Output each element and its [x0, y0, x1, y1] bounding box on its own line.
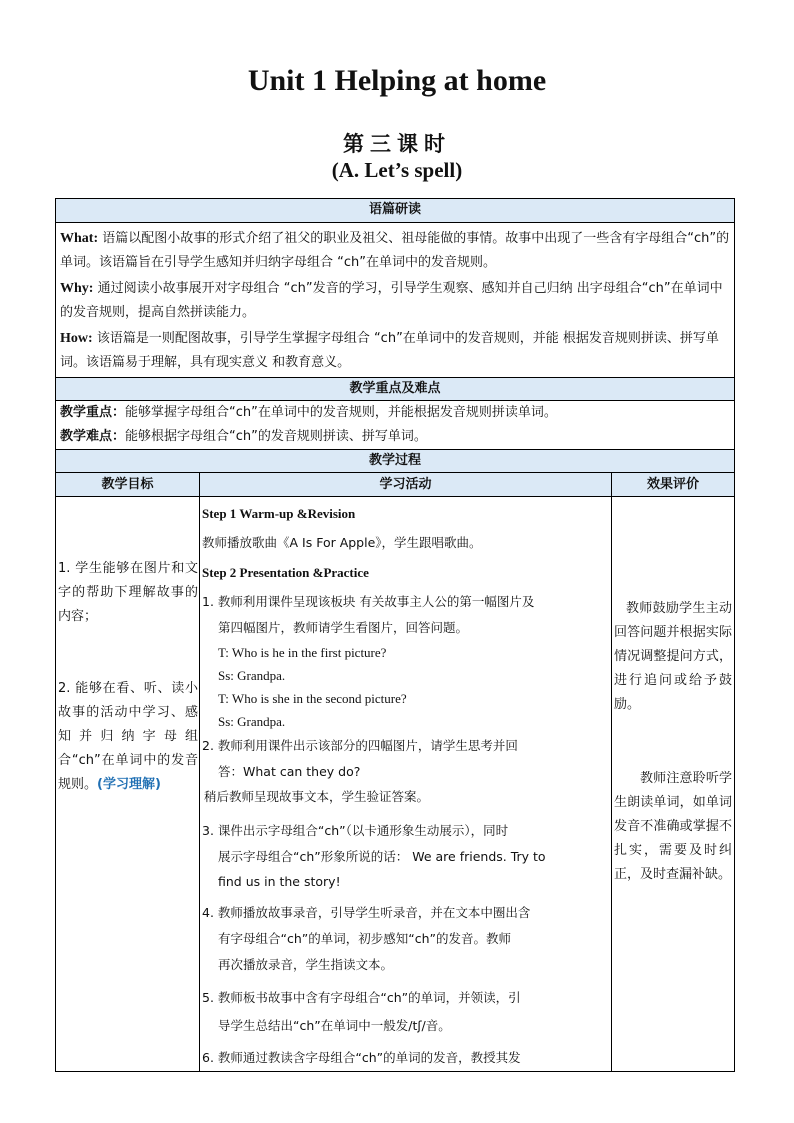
focus-text: 能够掌握字母组合“ch”在单词中的发音规则，并能根据发音规则拼读单词。: [125, 405, 557, 420]
step-1-title: Step 1 Warm-up &Revision: [202, 506, 356, 521]
focus-line: [60, 401, 730, 425]
goal-1: 1. 学生能够在图片和文字的帮助下理解故事的内容；: [58, 561, 198, 624]
why-label: Why:: [60, 281, 94, 296]
goal-2-tag: (学习理解): [97, 777, 161, 792]
dialogue-line: T: Who is she in the second picture?: [218, 691, 407, 706]
dialogue-line: T: Who is he in the first picture?: [218, 645, 387, 660]
text-study-header: 语篇研读: [56, 199, 734, 223]
activities-column-header: 学习活动: [200, 473, 611, 497]
goals-column-header: 教学目标: [56, 473, 199, 497]
process-header: 教学过程: [56, 449, 734, 473]
how-paragraph: [60, 327, 730, 375]
dialogue-line: Ss: Grandpa.: [218, 714, 286, 729]
activity-2-line: 答：What can they do?: [218, 764, 361, 779]
step-1-text: 教师播放歌曲《A Is For Apple》，学生跟唱歌曲。: [202, 535, 482, 550]
column-divider: [199, 473, 200, 1071]
dialogue-line: Ss: Grandpa.: [218, 668, 286, 683]
activity-1-line: 第四幅图片，教师请学生看图片，回答问题。: [218, 620, 469, 635]
goal-2: [58, 677, 198, 797]
how-label: How:: [60, 331, 93, 346]
goal-2-text: 2. 能够在看、听、读小故事的活动中学习、感知并归纳字母组合“ch”在单词中的发音规则。: [58, 681, 198, 792]
activity-3-line: 3. 课件出示字母组合“ch”（以卡通形象生动展示），同时: [202, 823, 509, 838]
how-text: 该语篇是一则配图故事，引导学生掌握字母组合 “ch”在单词中的发音规则，并能 根据发音规则拼读、拼写单词。该语篇易于理解，具有现实意义 和教育意义。: [60, 331, 719, 370]
activity-1-line: 1. 教师利用课件呈现该板块 有关故事主人公的第一幅图片及: [202, 594, 535, 609]
activity-5-line: 导学生总结出“ch”在单词中一般发/tʃ/音。: [218, 1018, 451, 1033]
why-paragraph: [60, 277, 730, 325]
activity-4-line: 再次播放录音，学生指读文本。: [218, 957, 394, 972]
focus-label: 教学重点：: [60, 405, 126, 420]
evaluation-1: 教师鼓励学生主动回答问题并根据实际情况调整提问方式，进行追问或给予鼓励。: [614, 601, 732, 712]
what-paragraph: [60, 227, 730, 275]
difficulty-label: 教学难点：: [60, 429, 126, 444]
activity-2-line: 2. 教师利用课件出示该部分的四幅图片，请学生思考并回: [202, 738, 518, 753]
step-2-title: Step 2 Presentation &Practice: [202, 565, 369, 580]
what-label: What:: [60, 231, 99, 246]
lesson-plan-table: [55, 198, 735, 1072]
activity-6-line: 6. 教师通过教读含字母组合“ch”的单词的发音，教授其发: [202, 1050, 521, 1065]
activity-2-line: 稍后教师呈现故事文本，学生验证答案。: [204, 789, 430, 804]
evaluation-2: 教师注意聆听学生朗读单词，如单词发音不准确或掌握不扎实，需要及时纠正，及时查漏补缺。: [614, 771, 732, 882]
section-title: (A. Let’s spell): [331, 158, 463, 182]
lesson-number: 第三课时: [343, 131, 451, 156]
evaluation-column-header: 效果评价: [612, 473, 734, 497]
activity-4-line: 4. 教师播放故事录音，引导学生听录音，并在文本中圈出含: [202, 905, 531, 920]
why-text: 通过阅读小故事展开对字母组合 “ch”发音的学习，引导学生观察、感知并自己归纳 出字母组合“ch”在单词中的发音规则，提高自然拼读能力。: [60, 281, 723, 320]
document-title: Unit 1 Helping at home: [247, 64, 547, 97]
activity-3-line: find us in the story!: [218, 874, 341, 889]
activity-5-line: 5. 教师板书故事中含有字母组合“ch”的单词，并领读，引: [202, 990, 521, 1005]
key-points-header: 教学重点及难点: [56, 377, 734, 401]
activity-4-line: 有字母组合“ch”的单词，初步感知“ch”的发音。教师: [218, 931, 511, 946]
what-text: 语篇以配图小故事的形式介绍了祖父的职业及祖父、祖母能做的事情。故事中出现了一些含有字母组合“ch”的单词。该语篇旨在引导学生感知并归纳字母组合 “ch”在单词中的发音规则。: [60, 231, 730, 270]
activity-3-line: 展示字母组合“ch”形象所说的话： We are friends. Try to: [218, 849, 546, 864]
difficulty-text: 能够根据字母组合“ch”的发音规则拼读、拼写单词。: [125, 429, 427, 444]
difficulty-line: [60, 425, 730, 449]
